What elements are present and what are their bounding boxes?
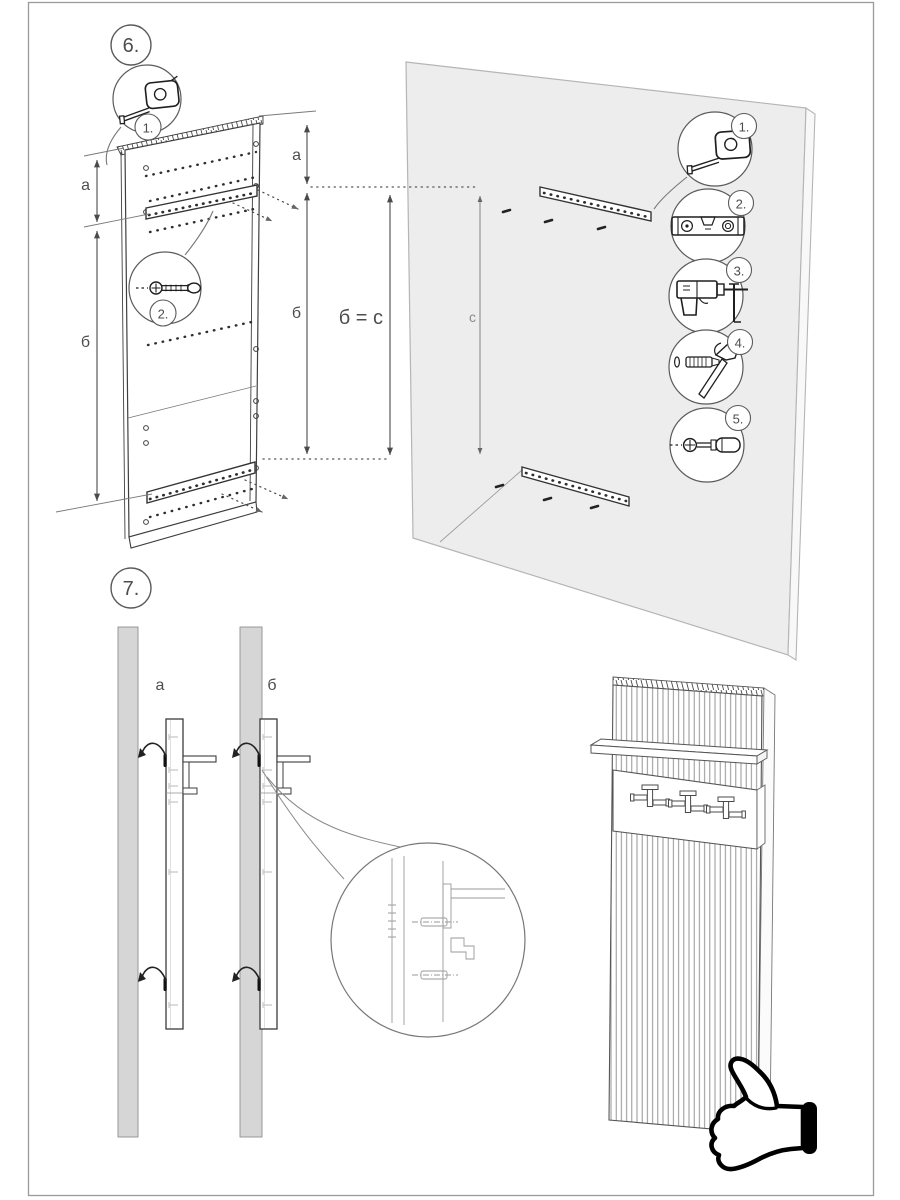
hang-arrow [138,743,166,982]
tool3-number: 3. [733,263,745,279]
view-b-label: б [267,677,277,694]
step7-number: 7. [122,578,140,600]
dim-wall-c: c [469,309,476,325]
tool2-number: 2. [735,196,747,212]
side-view-a [118,627,216,1137]
step7-number-circle [111,568,151,608]
dim-right-a: a [292,147,301,164]
callout2-number: 2. [157,306,169,322]
dim-wall-b-equals-c: б = c [338,307,383,329]
side-view-b [232,627,310,1137]
wall [406,62,815,660]
dim-left-b: б [80,334,90,351]
tool-circle-hammer-drill [669,258,752,334]
view-a-label: a [155,677,165,694]
step6-number: 6. [122,35,140,57]
panel-back-view [117,116,263,548]
tool5-number: 5. [732,411,744,427]
detail-magnifier [262,770,525,1037]
tool4-number: 4. [734,335,746,351]
tool1-number: 1. [738,119,750,135]
callout1-number: 1. [142,120,154,136]
dim-left-a: a [81,177,90,194]
step6-number-circle [111,25,151,65]
dim-right-b: б [291,305,301,322]
